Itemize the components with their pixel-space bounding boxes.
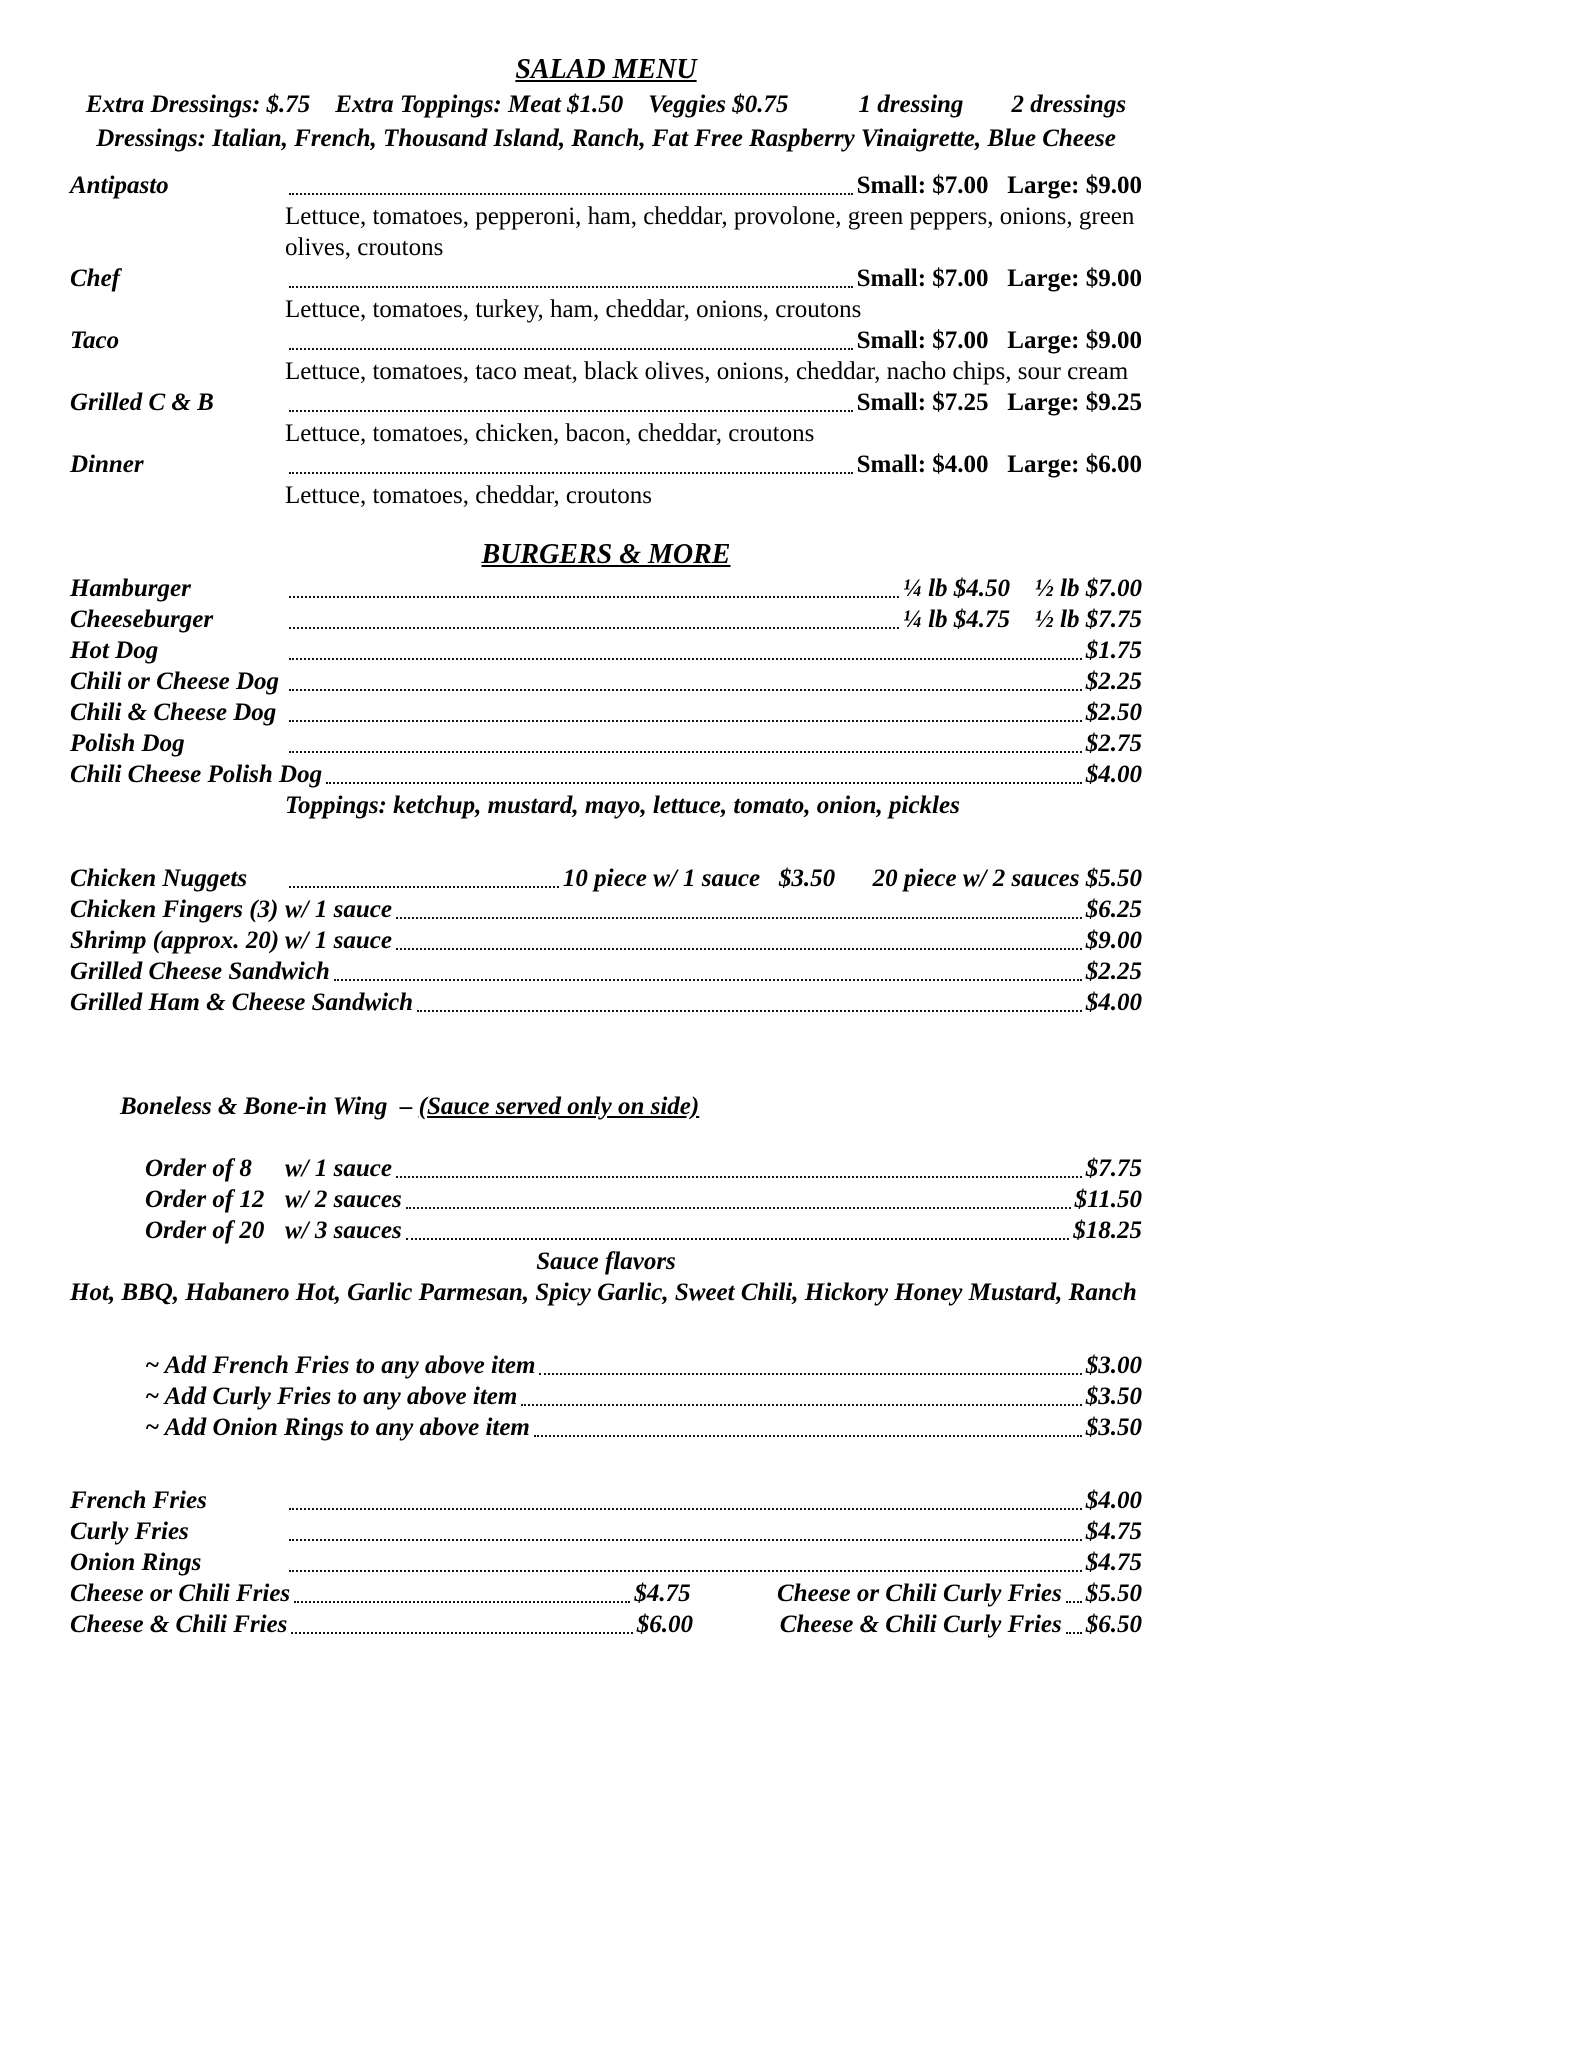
- item-name: Cheese & Chili Curly Fries: [779, 1611, 1062, 1638]
- item-price: $7.75: [1085, 1155, 1142, 1182]
- menu-row: [70, 1516, 1142, 1547]
- item-name: Antipasto: [70, 172, 169, 199]
- item-name: Polish Dog: [70, 730, 185, 757]
- item-name: Dinner: [70, 451, 144, 478]
- item-subname: w/ 1 sauce: [285, 896, 392, 923]
- item-name: Taco: [70, 327, 120, 354]
- burgers-title: [70, 537, 1142, 573]
- item-description: Lettuce, tomatoes, chicken, bacon, cheddar, croutons: [285, 420, 815, 447]
- item-name: Cheese & Chili Fries: [70, 1611, 288, 1638]
- dot-leader: [289, 348, 853, 350]
- item-name: Order of 20: [145, 1217, 265, 1244]
- dot-leader: [289, 720, 1082, 722]
- dot-leader: [406, 1238, 1070, 1240]
- menu-row: [70, 894, 1142, 925]
- double-left: [70, 1578, 691, 1609]
- item-name: Cheese or Chili Fries: [70, 1580, 291, 1607]
- dot-leader: [1066, 1632, 1082, 1634]
- menu-row: [70, 604, 1142, 635]
- item-name: French Fries: [70, 1487, 207, 1514]
- item-name: Hamburger: [70, 575, 191, 602]
- dot-leader: [396, 917, 1082, 919]
- salad-items: [70, 170, 1142, 511]
- menu-row: [70, 1215, 1142, 1246]
- addons-section: [70, 1350, 1142, 1443]
- menu-row-double: [70, 1578, 1142, 1609]
- item-price: $11.50: [1074, 1186, 1142, 1213]
- item-price: $2.25: [1085, 668, 1142, 695]
- dot-leader: [406, 1207, 1071, 1209]
- item-price: Small: $7.00 Large: $9.00: [856, 172, 1142, 199]
- dot-leader: [289, 1508, 1082, 1510]
- dot-leader: [289, 193, 853, 195]
- item-price: $4.00: [1085, 1487, 1142, 1514]
- item-name: Chicken Fingers (3): [70, 896, 279, 923]
- item-name: Grilled Ham & Cheese Sandwich: [70, 989, 414, 1016]
- item-price: $6.25: [1085, 896, 1142, 923]
- item-name: Cheeseburger: [70, 606, 214, 633]
- item-price: $5.50: [1085, 1580, 1142, 1607]
- item-name: Shrimp (approx. 20): [70, 927, 280, 954]
- dot-leader: [326, 782, 1082, 784]
- dressing-count-1: 1 dressing: [858, 91, 964, 118]
- item-name: Grilled Cheese Sandwich: [70, 958, 330, 985]
- item-price: $4.75: [1085, 1518, 1142, 1545]
- item-name: Grilled C & B: [70, 389, 214, 416]
- dot-leader: [334, 979, 1082, 981]
- salad-menu-section: [70, 52, 1142, 511]
- menu-row: [70, 728, 1142, 759]
- menu-row: [70, 666, 1142, 697]
- dot-leader: [539, 1373, 1081, 1375]
- menu-row: [70, 263, 1142, 294]
- item-name: Onion Rings: [70, 1549, 202, 1576]
- wings-section: [70, 1060, 1142, 1308]
- item-price: Small: $4.00 Large: $6.00: [856, 451, 1142, 478]
- dot-leader: [289, 596, 899, 598]
- item-price: $4.00: [1085, 989, 1142, 1016]
- item-description: Lettuce, tomatoes, cheddar, croutons: [285, 482, 652, 509]
- item-subname: w/ 2 sauces: [285, 1186, 402, 1213]
- menu-content: [70, 0, 1142, 1640]
- item-price: $4.00: [1085, 761, 1142, 788]
- menu-row: [70, 1412, 1142, 1443]
- menu-row: [70, 1547, 1142, 1578]
- item-name: ~ Add French Fries to any above item: [145, 1352, 536, 1379]
- dot-leader: [289, 472, 853, 474]
- item-price: $3.50: [1085, 1414, 1142, 1441]
- dressing-count-2: 2 dressings: [1011, 91, 1127, 118]
- menu-row: [70, 956, 1142, 987]
- dot-leader: [289, 627, 899, 629]
- item-name: Chili Cheese Polish Dog: [70, 761, 323, 788]
- item-subname: w/ 1 sauce: [285, 1155, 392, 1182]
- menu-row: [70, 449, 1142, 480]
- item-name: Chili & Cheese Dog: [70, 699, 277, 726]
- menu-row: [70, 1350, 1142, 1381]
- menu-row: [70, 1184, 1142, 1215]
- dot-leader: [1066, 1601, 1082, 1603]
- burgers-section: [70, 537, 1142, 821]
- sauce-flavors-title: Sauce flavors: [536, 1248, 676, 1275]
- item-name: Cheese or Chili Curly Fries: [776, 1580, 1062, 1607]
- item-name: Hot Dog: [70, 637, 159, 664]
- menu-row: [70, 170, 1142, 201]
- menu-row: [70, 1153, 1142, 1184]
- double-right: [780, 1609, 1142, 1640]
- item-price: $6.00: [636, 1611, 694, 1638]
- item-subname: w/ 3 sauces: [285, 1217, 402, 1244]
- item-name: ~ Add Curly Fries to any above item: [145, 1383, 518, 1410]
- dot-leader: [289, 410, 853, 412]
- item-price: $3.00: [1085, 1352, 1142, 1379]
- dot-leader: [289, 886, 559, 888]
- fries-section: [70, 1485, 1142, 1640]
- item-description: Lettuce, tomatoes, turkey, ham, cheddar, onions, croutons: [285, 296, 862, 323]
- item-name: Chili or Cheese Dog: [70, 668, 280, 695]
- menu-row: [70, 925, 1142, 956]
- extras-text: Extra Dressings: $.75 Extra Toppings: Meat $1.50 Veggies $0.75: [85, 91, 789, 118]
- snacks-section: [70, 863, 1142, 1018]
- dot-leader: [521, 1404, 1081, 1406]
- item-description: Lettuce, tomatoes, pepperoni, ham, cheddar, provolone, green peppers, onions, green olives, croutons: [285, 203, 1135, 261]
- sauce-flavors-line: Hot, BBQ, Habanero Hot, Garlic Parmesan, Spicy Garlic, Sweet Chili, Hickory Honey Mustard, Ranch: [70, 1279, 1137, 1306]
- menu-row: [70, 325, 1142, 356]
- dot-leader: [417, 1010, 1082, 1012]
- dot-leader: [294, 1601, 630, 1603]
- dot-leader: [534, 1435, 1082, 1437]
- menu-row: [70, 387, 1142, 418]
- item-price: $9.00: [1085, 927, 1142, 954]
- menu-row: [70, 635, 1142, 666]
- item-price: ¼ lb $4.50 ½ lb $7.00: [903, 575, 1142, 602]
- menu-row: [70, 1485, 1142, 1516]
- salad-extras-line: [70, 88, 1142, 122]
- menu-row: [70, 759, 1142, 790]
- item-price: $4.75: [1085, 1549, 1142, 1576]
- item-price: $6.50: [1085, 1611, 1142, 1638]
- item-price: $3.50: [1085, 1383, 1142, 1410]
- salad-menu-title-text: SALAD MENU: [515, 54, 697, 85]
- dot-leader: [291, 1632, 632, 1634]
- dot-leader: [396, 1176, 1082, 1178]
- dot-leader: [289, 1539, 1082, 1541]
- item-name: Order of 12: [145, 1186, 265, 1213]
- item-price: Small: $7.00 Large: $9.00: [856, 265, 1142, 292]
- item-price: $18.25: [1073, 1217, 1142, 1244]
- item-name: Order of 8: [145, 1155, 252, 1182]
- dot-leader: [289, 1570, 1082, 1572]
- dot-leader: [289, 751, 1082, 753]
- item-price: $2.50: [1085, 699, 1142, 726]
- wings-heading-note: (Sauce served only on side): [418, 1093, 700, 1120]
- double-right: [777, 1578, 1142, 1609]
- dot-leader: [289, 658, 1082, 660]
- dot-leader: [289, 689, 1082, 691]
- item-name: ~ Add Onion Rings to any above item: [145, 1414, 530, 1441]
- menu-row: [70, 573, 1142, 604]
- item-description: Lettuce, tomatoes, taco meat, black olives, onions, cheddar, nacho chips, sour cream: [285, 358, 1129, 385]
- salad-menu-title: [70, 52, 1142, 88]
- item-name: Curly Fries: [70, 1518, 189, 1545]
- menu-row: [70, 697, 1142, 728]
- menu-row: [70, 863, 1142, 894]
- item-name: Chef: [70, 265, 120, 292]
- item-price: $2.25: [1085, 958, 1142, 985]
- wings-heading-text: Boneless & Bone-in Wing –: [120, 1093, 419, 1120]
- item-price: $4.75: [634, 1580, 691, 1607]
- menu-row: [70, 987, 1142, 1018]
- menu-row-double: [70, 1609, 1142, 1640]
- wings-heading: [70, 1060, 1142, 1153]
- salad-dressings-line: Dressings: Italian, French, Thousand Island, Ranch, Fat Free Raspberry Vinaigrette, Blue Cheese: [96, 125, 1116, 152]
- item-price: 10 piece w/ 1 sauce $3.50 20 piece w/ 2 sauces $5.50: [562, 865, 1142, 892]
- item-price: Small: $7.00 Large: $9.00: [856, 327, 1142, 354]
- menu-row: [70, 1381, 1142, 1412]
- burgers-title-text: BURGERS & MORE: [481, 539, 731, 570]
- burger-toppings-line: Toppings: ketchup, mustard, mayo, lettuce, tomato, onion, pickles: [285, 792, 960, 819]
- item-subname: w/ 1 sauce: [285, 927, 392, 954]
- item-price: ¼ lb $4.75 ½ lb $7.75: [903, 606, 1142, 633]
- item-price: Small: $7.25 Large: $9.25: [856, 389, 1142, 416]
- dot-leader: [396, 948, 1082, 950]
- item-price: $1.75: [1085, 637, 1142, 664]
- item-name: Chicken Nuggets: [70, 865, 248, 892]
- double-left: [70, 1609, 693, 1640]
- item-price: $2.75: [1085, 730, 1142, 757]
- dot-leader: [289, 286, 853, 288]
